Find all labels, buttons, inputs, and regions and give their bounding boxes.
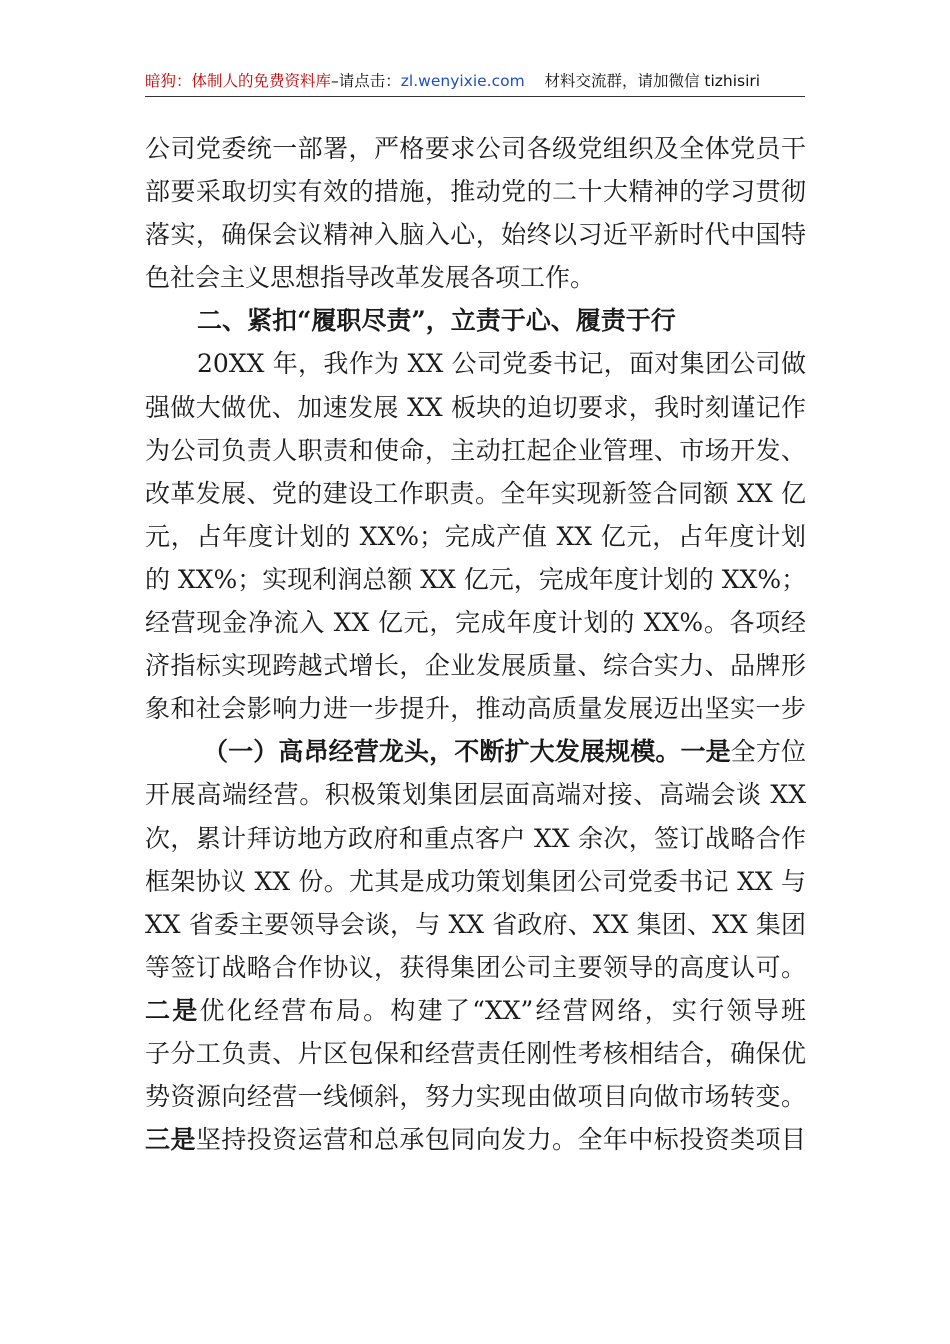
paragraph-line: 子分工负责、片区包保和经营责任刚性考核相结合，确保优 xyxy=(145,1038,806,1068)
header-link[interactable]: zl.wenyixie.com xyxy=(400,72,525,90)
paragraph-line: 济指标实现跨越式增长，企业发展质量、综合实力、品牌形 xyxy=(145,651,806,681)
paragraph-line: 经营现金净流入 XX 亿元，完成年度计划的 XX%。各项经 xyxy=(145,608,806,638)
paragraph-line: 强做大做优、加速发展 XX 板块的迫切要求，我时刻谨记作 xyxy=(145,392,806,422)
paragraph-line: 次，累计拜访地方政府和重点客户 XX 余次，签订战略合作 xyxy=(145,823,806,853)
header-wechat-note: 材料交流群，请加微信 tizhisiri xyxy=(544,72,761,90)
document-body xyxy=(145,127,806,1161)
subsection-heading: （一）高昂经营龙头，不断扩大发展规模。一是 xyxy=(203,737,731,767)
paragraph-line: 开展高端经营。积极策划集团层面高端对接、高端会谈 XX xyxy=(145,780,806,810)
paragraph-line: 改革发展、党的建设工作职责。全年实现新签合同额 XX 亿 xyxy=(145,478,806,508)
header-site-name: 暗狗：体制人的免费资料库 xyxy=(145,72,332,90)
paragraph-line: XX 省委主要领导会谈，与 XX 省政府、XX 集团、XX 集团 xyxy=(145,909,806,939)
paragraph-line: 势资源向经营一线倾斜，努力实现由做项目向做市场转变。 xyxy=(145,1082,806,1112)
page-header xyxy=(145,66,805,97)
point-marker: 二是 xyxy=(145,995,200,1025)
paragraph-line: 等签订战略合作协议，获得集团公司主要领导的高度认可。 xyxy=(145,952,806,982)
paragraph-line: 为公司负责人职责和使命，主动扛起企业管理、市场开发、 xyxy=(145,435,806,465)
paragraph-line: 部要采取切实有效的措施，推动党的二十大精神的学习贯彻 xyxy=(145,177,806,207)
paragraph-line: 三是坚持投资运营和总承包同向发力。全年中标投资类项目 xyxy=(145,1125,806,1155)
paragraph-line: 的 XX%；实现利润总额 XX 亿元，完成年度计划的 XX%； xyxy=(145,564,806,594)
paragraph-line: 象和社会影响力进一步提升，推动高质量发展迈出坚实一步 xyxy=(145,694,806,724)
paragraph-line: 公司党委统一部署，严格要求公司各级党组织及全体党员干 xyxy=(145,134,806,163)
paragraph-line: （一）高昂经营龙头，不断扩大发展规模。一是全方位 xyxy=(203,737,806,767)
paragraph-line: 框架协议 XX 份。尤其是成功策划集团公司党委书记 XX 与 xyxy=(145,866,806,896)
paragraph-line: 二是优化经营布局。构建了“XX”经营网络，实行领导班 xyxy=(145,995,806,1025)
paragraph-line: 色社会主义思想指导改革发展各项工作。 xyxy=(145,263,596,293)
paragraph-line: 落实，确保会议精神入脑入心，始终以习近平新时代中国特 xyxy=(145,220,806,250)
point-marker: 三是 xyxy=(145,1125,196,1155)
paragraph-line: 20XX 年，我作为 XX 公司党委书记，面对集团公司做 xyxy=(197,349,806,379)
header-click-prompt: –请点击： xyxy=(331,72,401,90)
section-heading: 二、紧扣“履职尽责”，立责于心、履责于行 xyxy=(197,306,676,336)
paragraph-line: 元，占年度计划的 XX%；完成产值 XX 亿元，占年度计划 xyxy=(145,521,806,551)
